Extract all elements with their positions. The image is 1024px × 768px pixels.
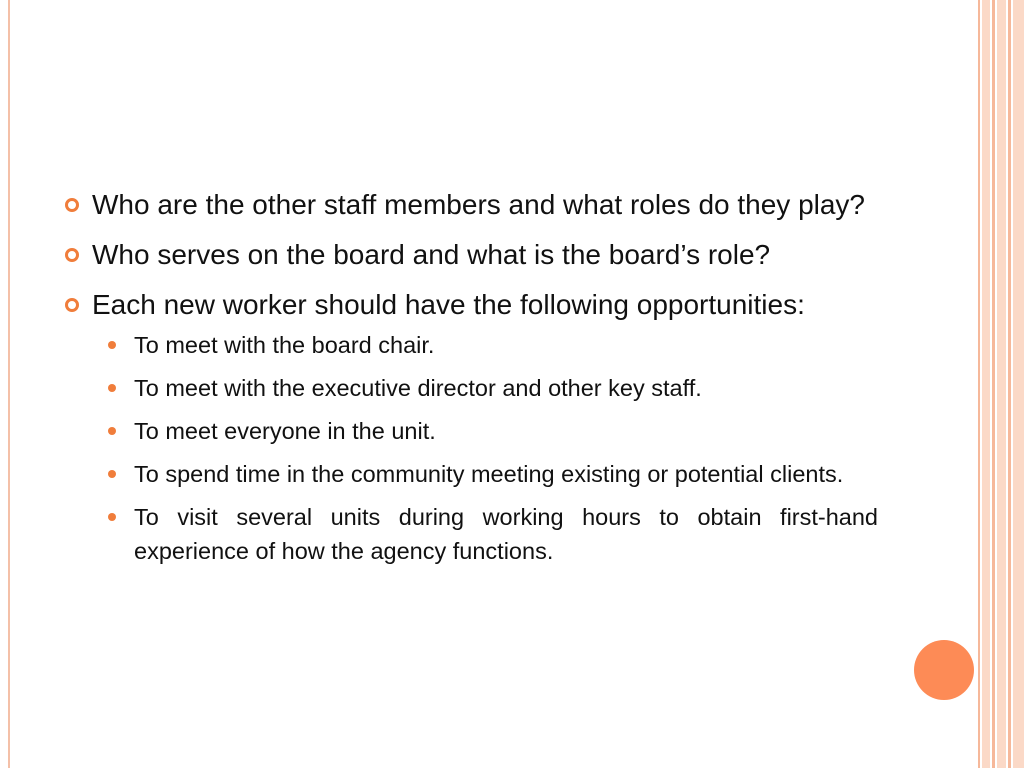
sub-bullet-item bbox=[62, 328, 878, 362]
decorative-circle bbox=[914, 640, 974, 700]
ring-bullet-icon bbox=[65, 298, 79, 312]
decorative-stripe bbox=[992, 0, 995, 768]
bullet-text: Who are the other staff members and what roles do they play? bbox=[92, 189, 866, 220]
dot-bullet-icon bbox=[108, 341, 116, 349]
bullet-item bbox=[62, 186, 878, 224]
decorative-stripe bbox=[978, 0, 980, 768]
decorative-stripe bbox=[997, 0, 1006, 768]
dot-bullet-icon bbox=[108, 384, 116, 392]
decorative-stripe bbox=[982, 0, 990, 768]
ring-bullet-icon bbox=[65, 198, 79, 212]
dot-bullet-icon bbox=[108, 470, 116, 478]
sub-bullet-list bbox=[62, 328, 878, 568]
ring-bullet-icon bbox=[65, 248, 79, 262]
decorative-stripe bbox=[1013, 0, 1024, 768]
bullet-item bbox=[62, 236, 878, 274]
dot-bullet-icon bbox=[108, 513, 116, 521]
left-border-line bbox=[8, 0, 10, 768]
sub-bullet-text: To meet with the board chair. bbox=[134, 332, 435, 358]
sub-bullet-text: To meet with the executive director and other key staff. bbox=[134, 375, 702, 401]
sub-bullet-item bbox=[62, 414, 878, 448]
bullet-text: Who serves on the board and what is the board’s role? bbox=[92, 239, 771, 270]
bullet-item bbox=[62, 286, 878, 324]
sub-bullet-text: To visit several units during working hours to obtain first-hand experience of how the agency functions. bbox=[134, 504, 878, 564]
decorative-stripe bbox=[1008, 0, 1011, 768]
bullet-text: Each new worker should have the following opportunities: bbox=[92, 289, 805, 320]
sub-bullet-item bbox=[62, 457, 878, 491]
slide-body bbox=[62, 186, 878, 577]
sub-bullet-item bbox=[62, 371, 878, 405]
sub-bullet-text: To spend time in the community meeting existing or potential clients. bbox=[134, 461, 844, 487]
sub-bullet-item bbox=[62, 500, 878, 568]
sub-bullet-text: To meet everyone in the unit. bbox=[134, 418, 436, 444]
dot-bullet-icon bbox=[108, 427, 116, 435]
